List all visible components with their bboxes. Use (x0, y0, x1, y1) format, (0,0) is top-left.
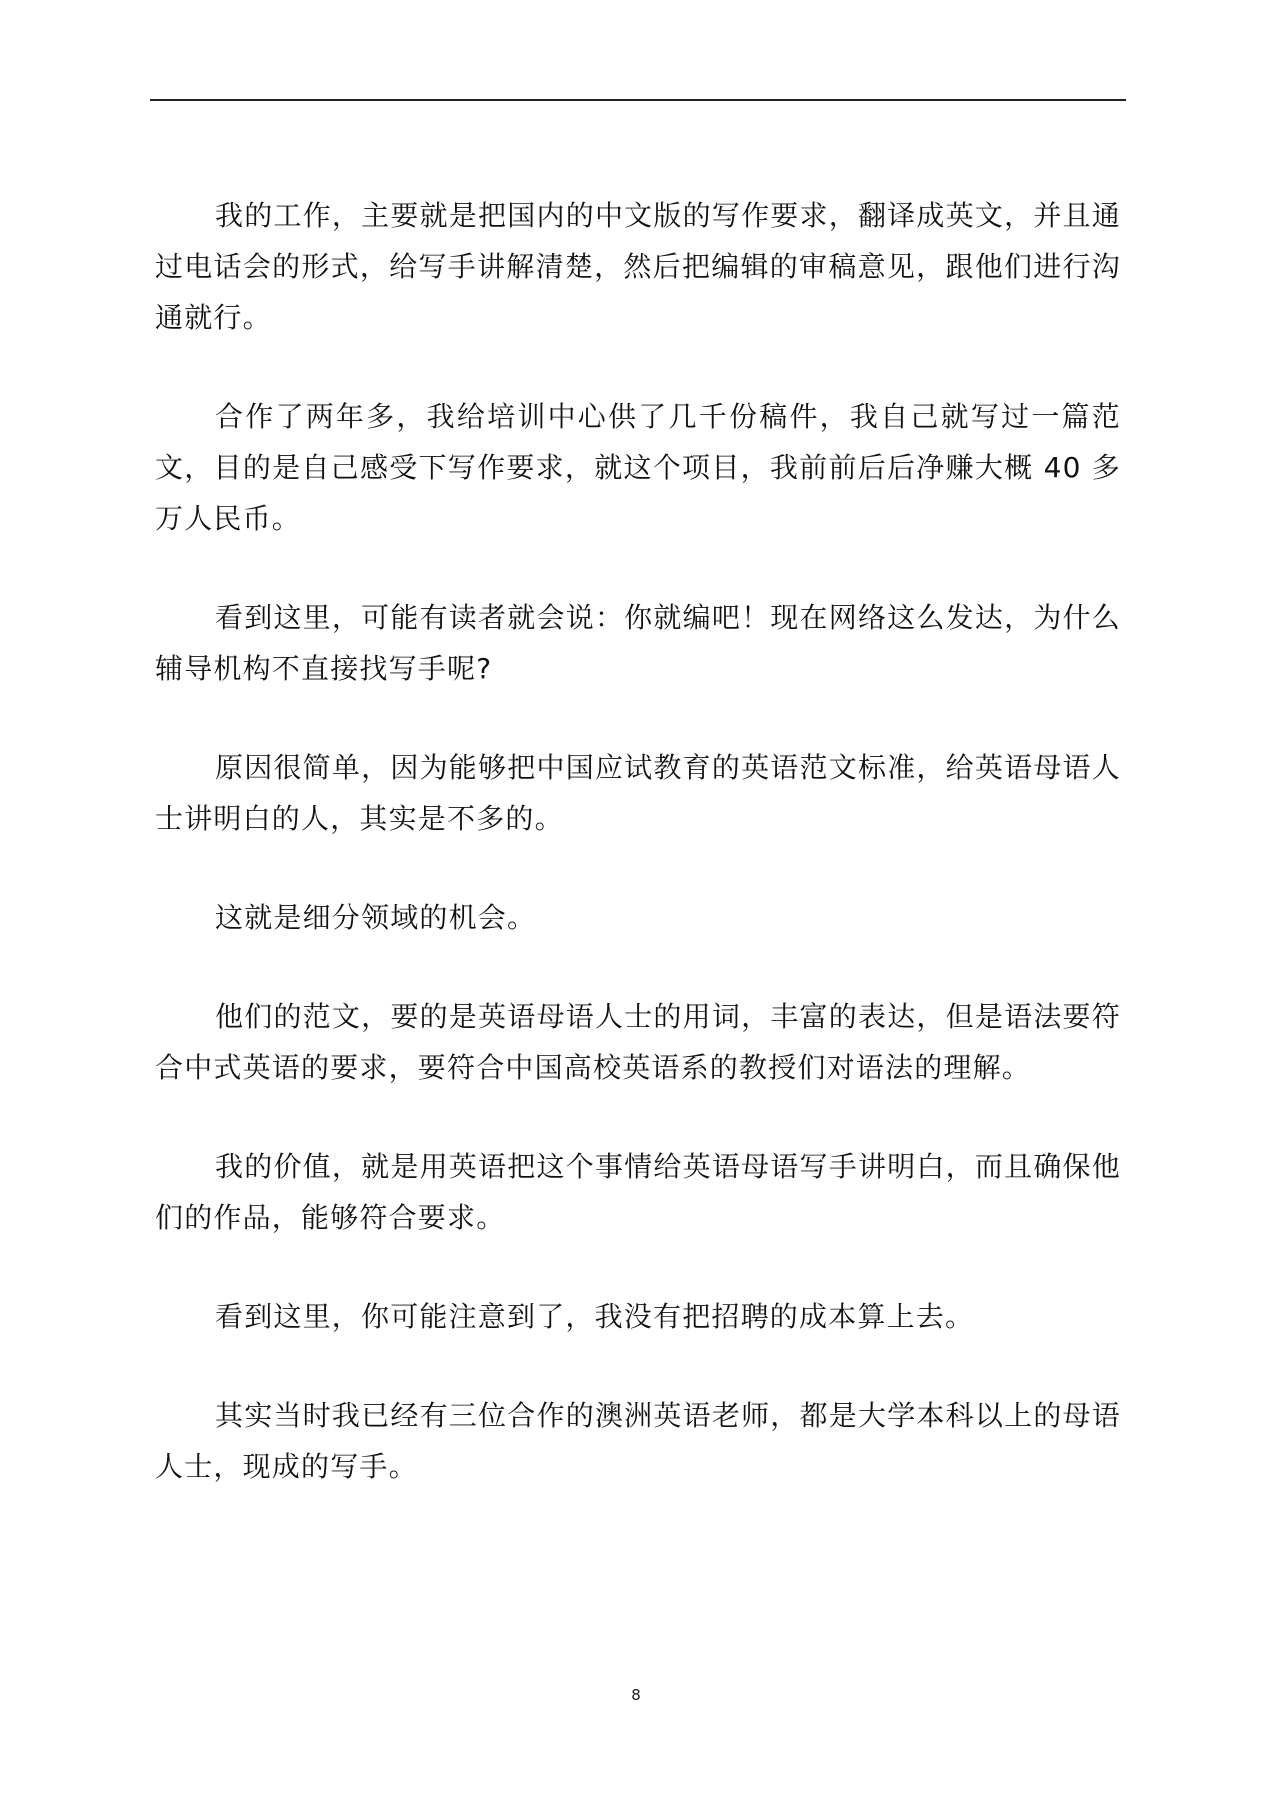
paragraph-5: 这就是细分领域的机会。 (215, 901, 537, 934)
page-number: 8 (631, 1686, 641, 1704)
paragraph-1: 我的工作，主要就是把国内的中文版的写作要求，翻译成英文，并且通过电话会的形式，给写手讲解清楚，然后把编辑的审稿意见，跟他们进行沟通就行。 (155, 199, 1121, 334)
paragraph-3: 看到这里，可能有读者就会说：你就编吧！现在网络这么发达，为什么辅导机构不直接找写手呢? (155, 601, 1121, 685)
paragraph-2: 合作了两年多，我给培训中心供了几千份稿件，我自己就写过一篇范文，目的是自己感受下写作要求，就这个项目，我前前后后净赚大概 40 多万人民币。 (155, 400, 1121, 535)
paragraph-8: 看到这里，你可能注意到了，我没有把招聘的成本算上去。 (215, 1300, 975, 1333)
paragraph-7: 我的价值，就是用英语把这个事情给英语母语写手讲明白，而且确保他们的作品，能够符合要求。 (155, 1150, 1121, 1234)
paragraph-6: 他们的范文，要的是英语母语人士的用词，丰富的表达，但是语法要符合中式英语的要求，要符合中国高校英语系的教授们对语法的理解。 (155, 1000, 1121, 1084)
document-body (155, 190, 1121, 1540)
header-rule (150, 99, 1126, 101)
paragraph-9: 其实当时我已经有三位合作的澳洲英语老师，都是大学本科以上的母语人士，现成的写手。 (155, 1399, 1121, 1483)
paragraph-4: 原因很简单，因为能够把中国应试教育的英语范文标准，给英语母语人士讲明白的人，其实是不多的。 (155, 751, 1121, 835)
